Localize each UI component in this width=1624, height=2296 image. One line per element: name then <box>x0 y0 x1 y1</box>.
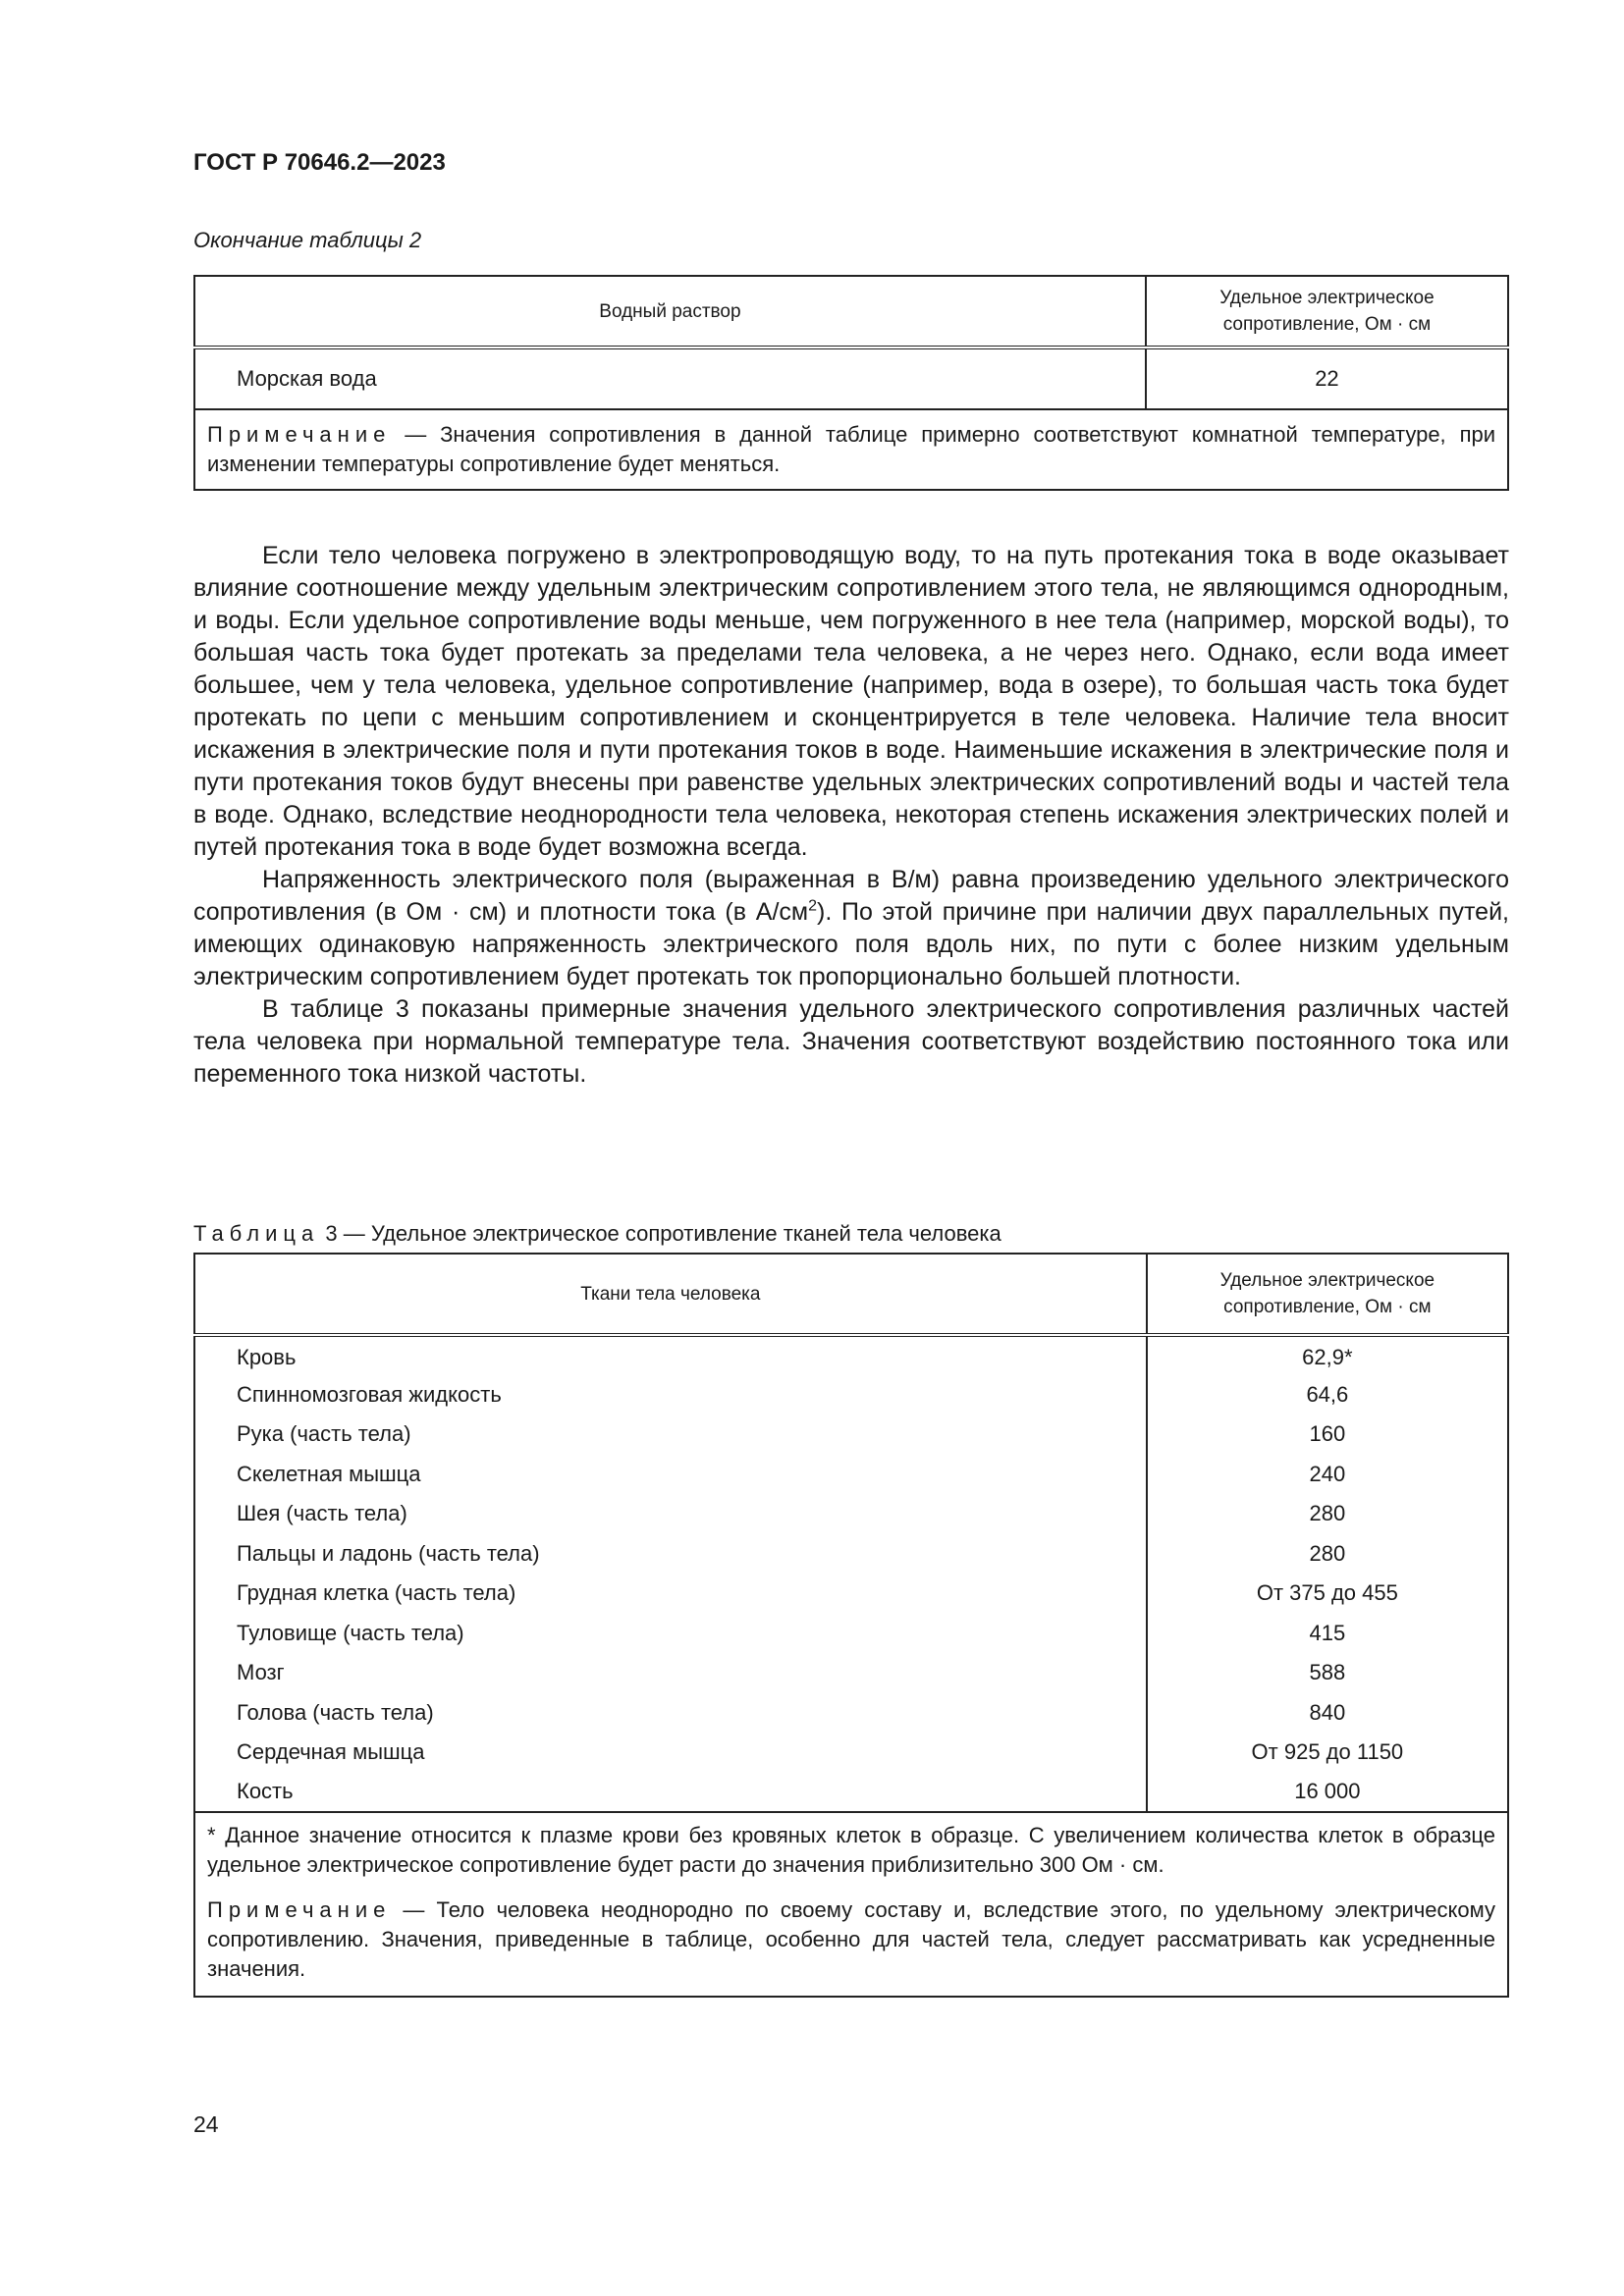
table3-note-label: Примечание <box>207 1897 392 1922</box>
table2-row-value: 22 <box>1315 366 1339 391</box>
table3-body <box>194 1335 1508 1812</box>
paragraph-2-part-a: Напряженность электрического поля (выраженная в В/м) равна произведению удельного электрического сопротивления (в Ом · см) и плотности тока (в А/см <box>193 866 1509 926</box>
resistivity-value: 240 <box>1309 1461 1346 1486</box>
tissue-name: Шея (часть тела) <box>194 1494 1147 1534</box>
resistivity-value: 280 <box>1309 1540 1346 1566</box>
tissue-name: Кость <box>194 1773 1147 1813</box>
resistivity-value: 64,6 <box>1306 1381 1349 1407</box>
superscript: 2 <box>808 897 817 915</box>
tissue-name: Скелетная мышца <box>194 1455 1147 1495</box>
table3-note <box>194 1884 1508 1997</box>
table3-caption-label: Таблица <box>193 1221 320 1246</box>
table3 <box>193 1253 1509 1998</box>
table3-caption-text: 3 — Удельное электрическое сопротивление тканей тела человека <box>319 1221 1001 1246</box>
tissue-name: Рука (часть тела) <box>194 1415 1147 1455</box>
paragraph-1: Если тело человека погружено в электропроводящую воду, то на путь протекания тока в воде оказывает влияние соотношение между удельным электрическим сопротивлением этого тела, не являющимся однородным, и воды. Если удельное сопротивление воды меньше, чем погруженного в нее тела (например, морской воды), то большая часть тока будет протекать за пределами тела человека, а не через него. Однако, если вода имеет большее, чем у тела человека, удельное сопротивление (например, вода в озере), то большая часть тока будет протекать по цепи с меньшим сопротивлением и сконцентрируется в теле человека. Наличие тела вносит искажения в электрические поля и пути протекания токов в воде. Наименьшие искажения в электрические поля и пути протекания токов будут внесены при равенстве удельных электрических сопротивлений воды и частей тела в воде. Однако, вследствие неоднородности тела человека, некоторая степень искажения электрических полей и путей протекания тока в воде будет возможна всегда. <box>193 542 1509 861</box>
table-row <box>194 1534 1508 1575</box>
table2-continuation <box>193 275 1509 491</box>
paragraph-2 <box>193 864 1509 993</box>
resistivity-value: 840 <box>1309 1699 1346 1725</box>
resistivity-value: 415 <box>1309 1620 1346 1645</box>
table-row <box>194 1494 1508 1534</box>
resistivity-value: От 375 до 455 <box>1256 1580 1398 1606</box>
table-row <box>194 1574 1508 1614</box>
tissue-name: Голова (часть тела) <box>194 1693 1147 1734</box>
table2-note-label: Примечание <box>207 422 392 447</box>
table2-col2-header-line1: Удельное электрическое <box>1219 288 1435 308</box>
table2-note <box>194 409 1508 490</box>
table3-note-text: — Тело человека неоднородно по своему составу и, вследствие этого, по удельному электрическому сопротивлению. Значения, приведенные в таблице, особенно для частей тела, следует рассматривать как усредненные значения. <box>207 1897 1495 1981</box>
table3-col2-header <box>1147 1254 1508 1335</box>
table3-caption <box>193 1221 1001 1247</box>
table-row <box>194 1415 1508 1455</box>
tissue-name: Спинномозговая жидкость <box>194 1375 1147 1415</box>
table-row <box>194 1614 1508 1654</box>
resistivity-value: 62,9* <box>1302 1344 1353 1369</box>
table-row <box>194 1733 1508 1773</box>
document-page <box>193 0 1509 2296</box>
table2-col1-header: Водный раствор <box>194 276 1146 347</box>
tissue-name: Кровь <box>194 1335 1147 1375</box>
document-id: ГОСТ Р 70646.2—2023 <box>193 149 446 176</box>
paragraph-2-part-b: ). По этой причине при наличии двух параллельных путей, имеющих одинаковую напряженность электрического поля вдоль них, по пути с более низким удельным электрическим сопротивлением будет протекать ток пропорционально большей плотности. <box>193 898 1509 990</box>
table-row <box>194 1773 1508 1813</box>
paragraph-3: В таблице 3 показаны примерные значения удельного электрического сопротивления различных частей тела человека при нормальной температуре тела. Значения соответствуют воздействию постоянного тока или переменного тока низкой частоты. <box>193 995 1509 1088</box>
tissue-name: Пальцы и ладонь (часть тела) <box>194 1534 1147 1575</box>
table2-row-name: Морская вода <box>194 347 1146 409</box>
table-row <box>194 1375 1508 1415</box>
table2-col2-header-line2: сопротивление, Ом · см <box>1222 314 1432 335</box>
table3-col2-header-line2: сопротивление, Ом · см <box>1223 1297 1432 1317</box>
body-text <box>193 540 1509 1091</box>
resistivity-value: 588 <box>1309 1660 1346 1685</box>
resistivity-value: 160 <box>1309 1421 1346 1447</box>
table-row <box>194 1653 1508 1693</box>
table2-note-text: — Значения сопротивления в данной таблице примерно соответствуют комнатной температуре, при изменении температуры сопротивление будет меняться. <box>207 422 1495 476</box>
resistivity-value: От 925 до 1150 <box>1251 1739 1404 1765</box>
table-row <box>194 1693 1508 1734</box>
resistivity-value: 16 000 <box>1294 1779 1361 1804</box>
table2-continuation-caption: Окончание таблицы 2 <box>193 228 422 252</box>
table3-footnote: * Данное значение относится к плазме крови без кровяных клеток в образце. С увеличением количества клеток в образце удельное электрическое сопротивление будет расти до значения приблизительно 300 Ом · см. <box>194 1812 1508 1884</box>
tissue-name: Грудная клетка (часть тела) <box>194 1574 1147 1614</box>
table-row <box>194 1335 1508 1375</box>
table2-col2-header <box>1146 276 1508 347</box>
page-number: 24 <box>193 2111 219 2137</box>
table3-col1-header: Ткани тела человека <box>194 1254 1147 1335</box>
tissue-name: Сердечная мышца <box>194 1733 1147 1773</box>
resistivity-value: 280 <box>1309 1501 1346 1526</box>
tissue-name: Туловище (часть тела) <box>194 1614 1147 1654</box>
table-row <box>194 1455 1508 1495</box>
table3-col2-header-line1: Удельное электрическое <box>1219 1270 1435 1291</box>
tissue-name: Мозг <box>194 1653 1147 1693</box>
